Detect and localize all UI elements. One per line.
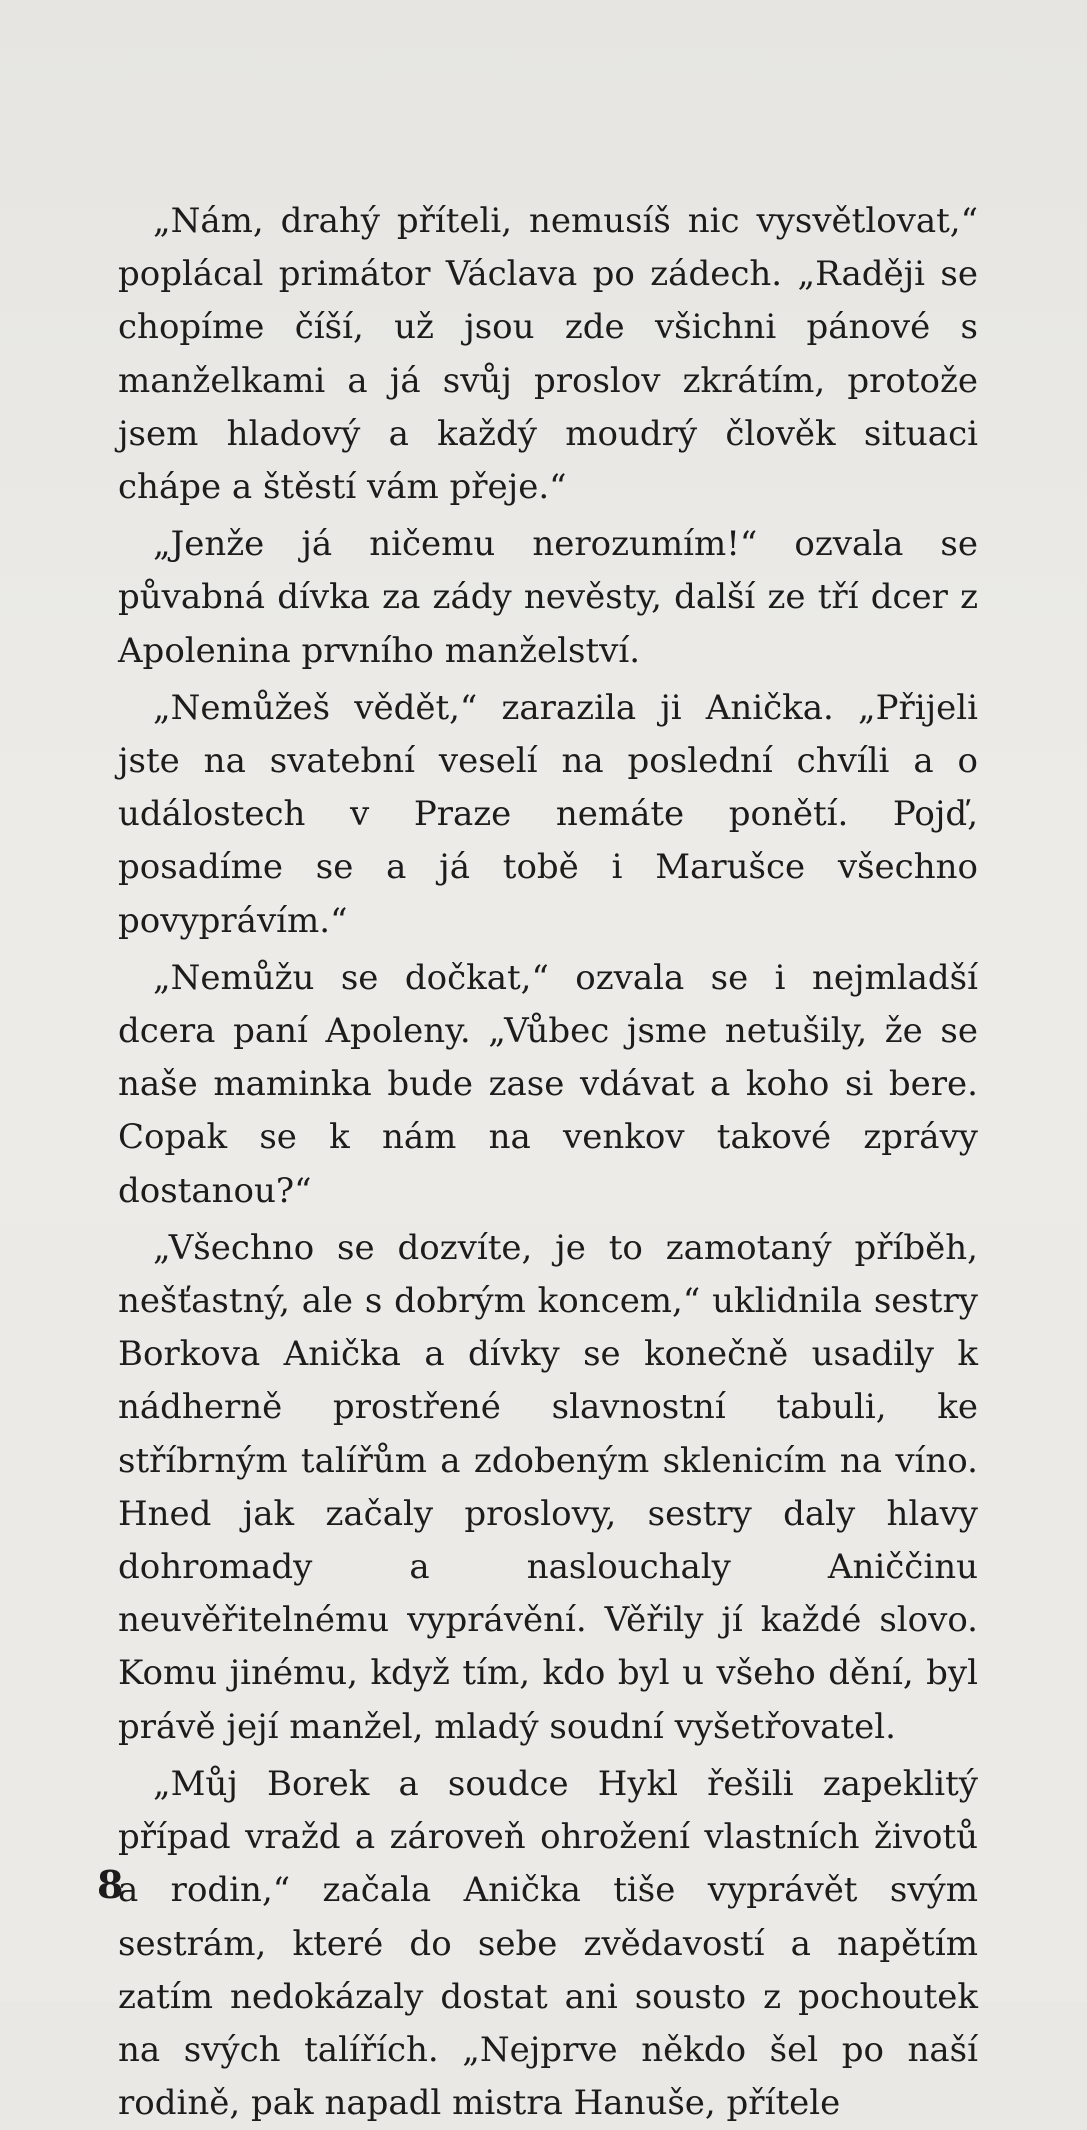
- paragraph-1: „Nám, drahý příteli, nemusíš nic vysvětlovat,“ poplácal primátor Václava po zádech. „Raději se chopíme číší, už jsou zde všichni pánové s manželkami a já svůj proslov zkrátím, protože jsem hladový a každý moudrý člověk situaci chápe a štěstí vám přeje.“: [118, 201, 978, 508]
- page-text: [118, 195, 978, 2130]
- paragraph-5: „Všechno se dozvíte, je to zamotaný příběh, nešťastný, ale s dobrým koncem,“ uklidnila sestry Borkova Anička a dívky se konečně usadily k nádherně prostřené slavnostní tabuli, ke stříbrným talířům a zdobeným sklenicím na víno. Hned jak začaly proslovy, sestry daly hlavy dohromady a naslouchaly Aniččinu neuvěřitelnému vyprávění. Věřily jí každé slovo. Komu jinému, když tím, kdo byl u všeho dění, byl právě její manžel, mladý soudní vyšetřovatel.: [118, 1227, 978, 1747]
- paragraph-6: „Můj Borek a soudce Hykl řešili zapeklitý případ vražd a zároveň ohrožení vlastních životů a rodin,“ začala Anička tiše vyprávět svým sestrám, které do sebe zvědavostí a napětím zatím nedokázaly dostat ani sousto z pochoutek na svých talířích. „Nejprve někdo šel po naší rodině, pak napadl mistra Hanuše, přítele: [118, 1763, 978, 2124]
- page-number: 8: [97, 1862, 124, 1907]
- paragraph-2: „Jenže já ničemu nerozumím!“ ozvala se půvabná dívka za zády nevěsty, další ze tří dcer z Apolenina prvního manželství.: [118, 524, 978, 671]
- paragraph-4: „Nemůžu se dočkat,“ ozvala se i nejmladší dcera paní Apoleny. „Vůbec jsme netušily, že se naše maminka bude zase vdávat a koho si bere. Copak se k nám na venkov takové zprávy dostanou?“: [118, 957, 978, 1211]
- paragraph-3: „Nemůžeš vědět,“ zarazila ji Anička. „Přijeli jste na svatební veselí na poslední chvíli a o událostech v Praze nemáte ponětí. Pojď, posadíme se a já tobě i Marušce všechno povyprávím.“: [118, 687, 978, 941]
